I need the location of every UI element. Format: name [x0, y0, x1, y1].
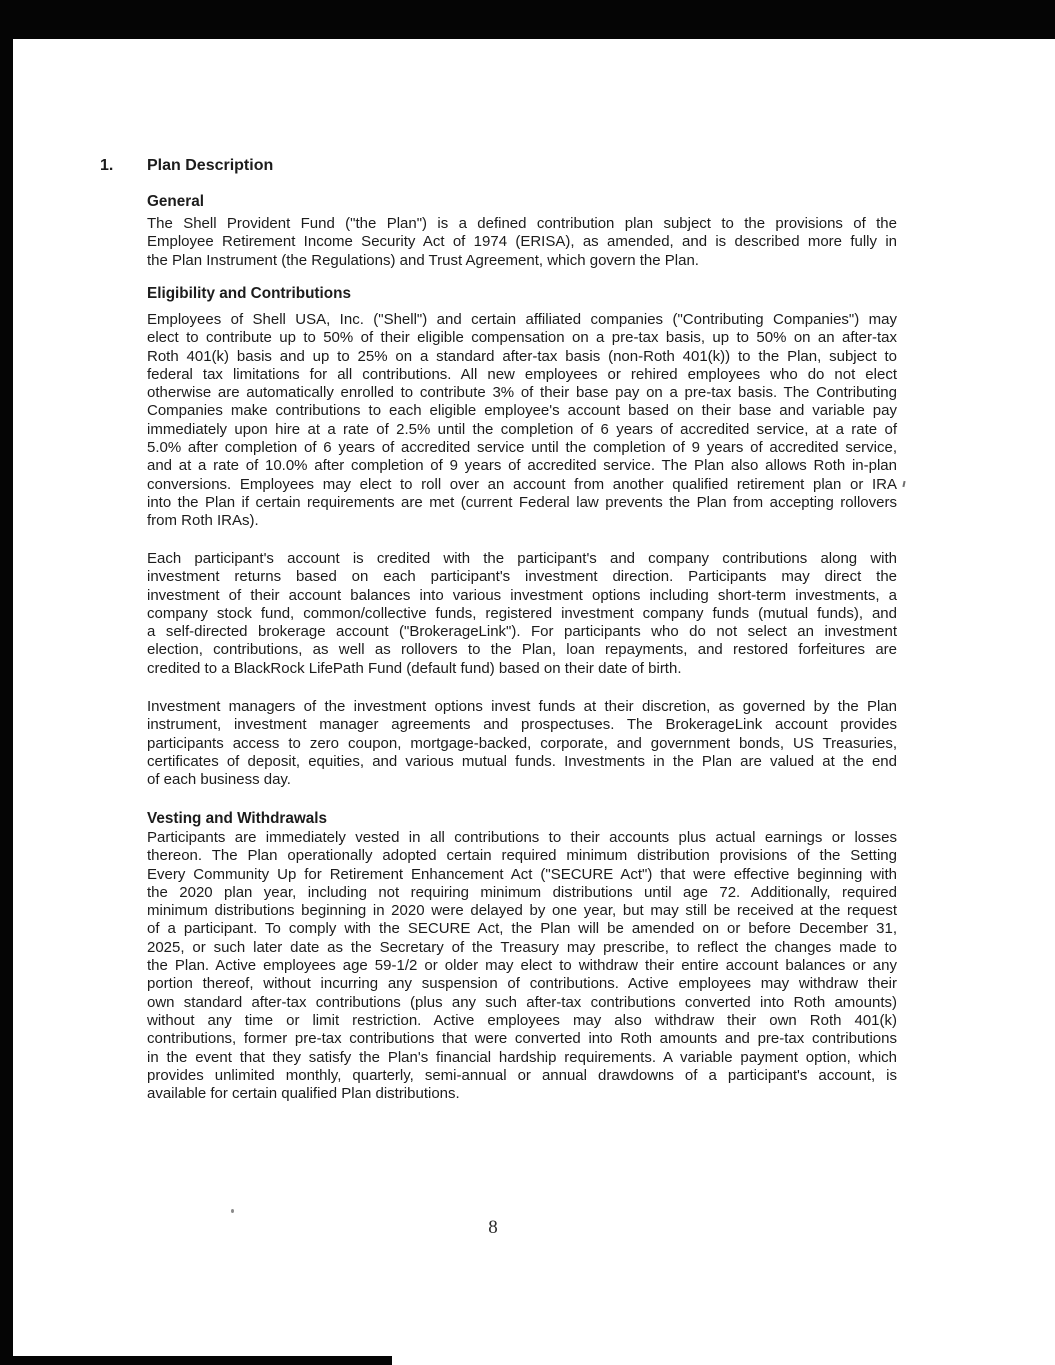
scan-artifact-bottom-bar — [0, 1356, 392, 1365]
paragraph-line: election, contributions, as well as rollovers to the Plan, loan repayments, and restored forfeitures are — [147, 641, 897, 659]
paragraph-line: the Plan. Active employees age 59-1/2 or older may elect to withdraw their entire account balances or any — [147, 957, 897, 975]
paragraph-line: own standard after-tax contributions (plus any such after-tax contributions converted into Roth amounts) — [147, 993, 897, 1011]
paragraph-line: participants access to zero coupon, mortgage-backed, corporate, and government bonds, US Treasuries, — [147, 734, 897, 752]
item-number: 1. — [100, 157, 114, 174]
paragraph-line: credited to a BlackRock LifePath Fund (default fund) based on their date of birth. — [147, 659, 682, 677]
paragraph-line: certificates of deposit, equities, and various mutual funds. Investments in the Plan are valued at the end — [147, 752, 897, 770]
paragraph — [147, 698, 897, 789]
paragraph-line: without any time or limit restriction. Active employees may also withdraw their own Roth 401(k) — [147, 1011, 897, 1029]
section-heading: General — [147, 193, 204, 210]
paragraph-line: the Plan Instrument (the Regulations) and Trust Agreement, which govern the Plan. — [147, 251, 699, 269]
paragraph-line: immediately upon hire at a rate of 2.5% until the completion of 6 years of accredited service, at a rate of — [147, 420, 897, 438]
paragraph-line: into the Plan if certain requirements are met (current Federal law prevents the Plan from accepting rollovers — [147, 493, 897, 511]
paragraph-line: the 2020 plan year, including not requiring minimum distributions until age 72. Additionally, required — [147, 883, 897, 901]
paragraph-line: Employee Retirement Income Security Act of 1974 (ERISA), as amended, and is described more fully in — [147, 233, 897, 251]
paragraph-line: Employees of Shell USA, Inc. ("Shell") and certain affiliated companies ("Contributing Companies") may — [147, 311, 897, 328]
paragraph-line: The Shell Provident Fund ("the Plan") is a defined contribution plan subject to the provisions of the — [147, 215, 897, 232]
paragraph-line: and at a rate of 10.0% after completion of 9 years of accredited service. The Plan also allows Roth in-plan — [147, 457, 897, 475]
paragraph-line: Investment managers of the investment options invest funds at their discretion, as governed by the Plan — [147, 698, 897, 715]
paragraph-line: Each participant's account is credited with the participant's and company contributions along with — [147, 550, 897, 567]
section-heading: Vesting and Withdrawals — [147, 810, 328, 827]
scan-speck — [231, 1209, 234, 1213]
paragraph — [147, 829, 897, 1103]
page-title: Plan Description — [147, 157, 274, 174]
paragraph-line: a self-directed brokerage account ("BrokerageLink"). For participants who do not select an investment — [147, 623, 897, 641]
paragraph-line: contributions, former pre-tax contributions that were converted into Roth amounts and pre-tax contributions — [147, 1030, 897, 1048]
paragraph-line: Participants are immediately vested in all contributions to their accounts plus actual earnings or losses — [147, 829, 897, 846]
paragraph — [147, 311, 897, 531]
paragraph-line: federal tax limitations for all contributions. All new employees or rehired employees who do not elect — [147, 365, 897, 383]
scan-artifact-top-bar — [0, 0, 1055, 39]
paragraph-line: elect to contribute up to 50% of their eligible compensation on a pre-tax basis, up to 50% on an after-tax — [147, 329, 897, 347]
paragraph-line: otherwise are automatically enrolled to contribute 3% of their base pay on a pre-tax basis. The Contributing — [147, 384, 897, 402]
paragraph-line: of each business day. — [147, 771, 291, 789]
paragraph-line: from Roth IRAs). — [147, 512, 259, 530]
paragraph-line: of a participant. To comply with the SECURE Act, the Plan will be amended on or before December 31, — [147, 920, 897, 938]
paragraph-line: Roth 401(k) basis and up to 25% on a standard after-tax basis (non-Roth 401(k)) to the Plan, subject to — [147, 347, 897, 365]
paragraph — [147, 215, 897, 270]
paragraph-line: portion thereof, without incurring any suspension of contributions. Active employees may withdraw their — [147, 975, 897, 993]
paragraph-line: in the event that they satisfy the Plan's financial hardship requirements. A variable payment option, which — [147, 1048, 897, 1066]
scan-artifact-left-bar — [0, 0, 13, 1365]
section-heading: Eligibility and Contributions — [147, 285, 351, 302]
paragraph-line: minimum distributions beginning in 2020 were delayed by one year, but may still be received at the request — [147, 902, 897, 920]
paragraph-line: conversions. Employees may elect to roll over an account from another qualified retirement plan or IRA — [147, 475, 897, 493]
paragraph-line: thereon. The Plan operationally adopted certain required minimum distribution provisions of the Setting — [147, 847, 897, 865]
paragraph-line: 2025, or such later date as the Secretary of the Treasury may prescribe, to reflect the changes made to — [147, 938, 897, 956]
paragraph-line: investment returns based on each participant's investment direction. Participants may direct the — [147, 568, 897, 586]
scan-speck — [902, 481, 905, 487]
paragraph-line: provides unlimited monthly, quarterly, semi-annual or annual drawdowns of a participant's account, is — [147, 1066, 897, 1084]
paragraph-line: company stock fund, common/collective funds, registered investment company funds (mutual funds), and — [147, 604, 897, 622]
paragraph-line: available for certain qualified Plan distributions. — [147, 1085, 460, 1103]
paragraph-line: Every Community Up for Retirement Enhancement Act ("SECURE Act") that were effective beginning with — [147, 865, 897, 883]
paragraph-line: 5.0% after completion of 6 years of accredited service until the completion of 9 years of accredited service, — [147, 439, 897, 457]
paragraph-line: instrument, investment manager agreements and prospectuses. The BrokerageLink account provides — [147, 716, 897, 734]
page-number: 8 — [488, 1217, 498, 1238]
paragraph-line: investment of their account balances into various investment options including short-term investments, a — [147, 586, 897, 604]
paragraph-line: Companies make contributions to each eligible employee's account based on their base and variable pay — [147, 402, 897, 420]
paragraph — [147, 550, 897, 678]
